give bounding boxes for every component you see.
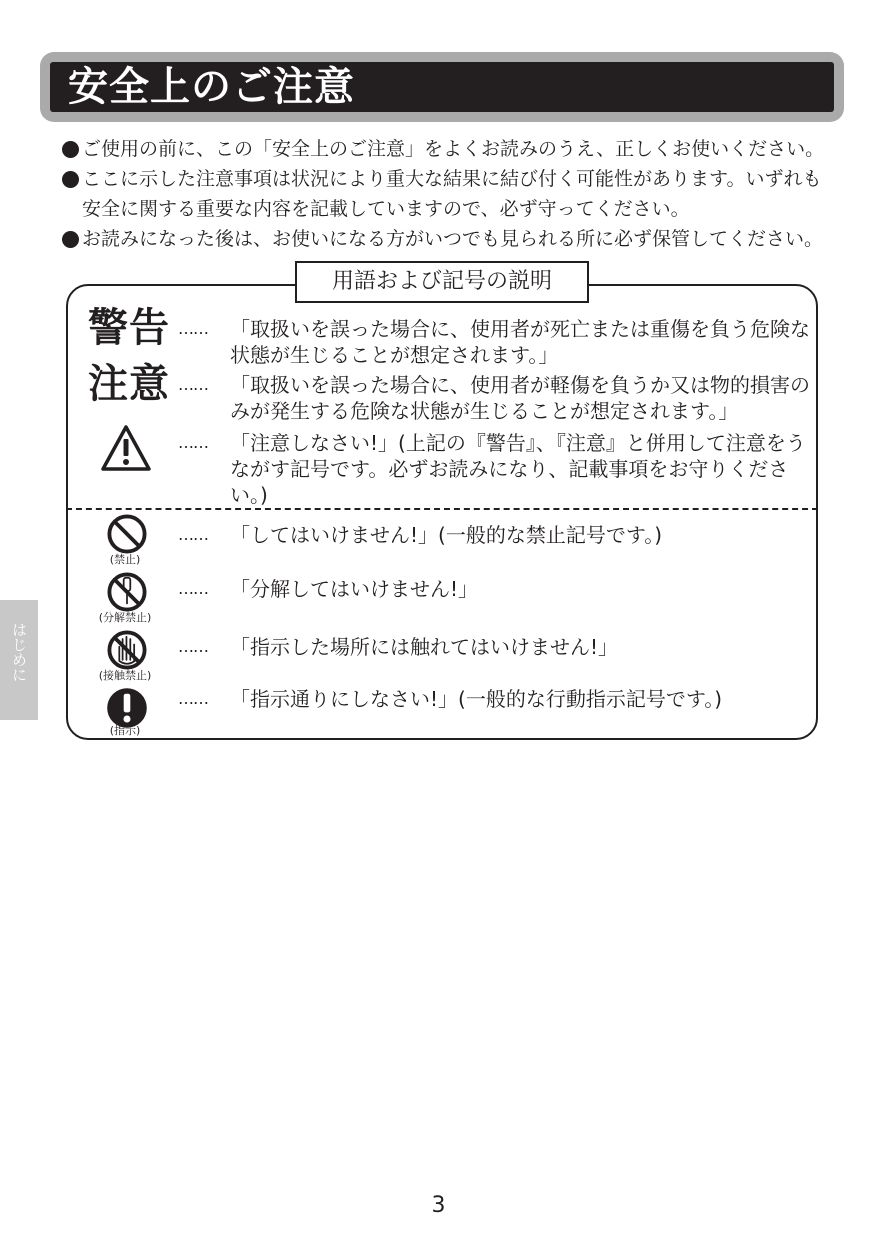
leader-dots: …… [178,319,208,338]
caution-label: 注意 [88,361,170,407]
leader-dots: …… [178,525,208,544]
leader-dots: …… [178,375,208,394]
side-tab [0,600,38,720]
intro-item [60,164,840,224]
intro-item [60,224,840,254]
side-tab-label: はじめに [10,622,28,682]
bullet-icon [62,141,79,158]
symbol-description: 「分解してはいけません!」 [230,577,479,601]
leader-dots: …… [178,579,208,598]
prohibition-icon [105,512,149,556]
leader-dots: …… [178,637,208,656]
warning-triangle-icon [100,424,152,472]
page-title: 安全上のご注意 [68,64,355,110]
no-disassembly-icon [105,570,149,614]
symbol-description: 「指示した場所には触れてはいけません!」 [230,635,619,659]
no-touch-icon [105,628,149,672]
intro-text: ここに示した注意事項は状況により重大な結果に結び付く可能性があります。いずれも安全に関する重要な内容を記載していますので、必ず守ってください。 [82,168,822,220]
symbol-description: 「してはいけません!」(一般的な禁止記号です。) [230,523,663,547]
bullet-icon [62,231,79,248]
bullet-icon [62,171,79,188]
intro-list [60,134,840,254]
alert-description: 「注意しなさい!」(上記の『警告』、『注意』と併用して注意をうながす記号です。必ずお読みになり、記載事項をお守りください。) [230,431,806,507]
symbol-description: 「指示通りにしなさい!」(一般的な行動指示記号です。) [230,687,723,711]
symbol-caption: (接触禁止) [98,669,152,682]
intro-text: お読みになった後は、お使いになる方がいつでも見られる所に必ず保管してください。 [82,228,824,250]
page-title-bar [50,62,834,112]
leader-dots: …… [178,689,208,708]
warning-label: 警告 [88,305,170,351]
symbol-caption: (分解禁止) [98,611,152,624]
page-number: 3 [431,1193,446,1218]
caution-description: 「取扱いを誤った場合に、使用者が軽傷を負うか又は物的損害のみが発生する危険な状態が生じることが想定されます。」 [230,373,810,423]
box-header: 用語および記号の説明 [295,261,589,303]
leader-dots: …… [178,433,208,452]
intro-text: ご使用の前に、この「安全上のご注意」をよくお読みのうえ、正しくお使いください。 [82,138,825,160]
warning-description: 「取扱いを誤った場合に、使用者が死亡または重傷を負う危険な状態が生じることが想定されます。」 [230,317,810,367]
intro-item [60,134,840,164]
page-title-frame [40,52,844,122]
symbol-caption: (指示) [109,724,141,737]
section-divider [66,508,818,510]
symbol-caption: (禁止) [109,553,141,566]
